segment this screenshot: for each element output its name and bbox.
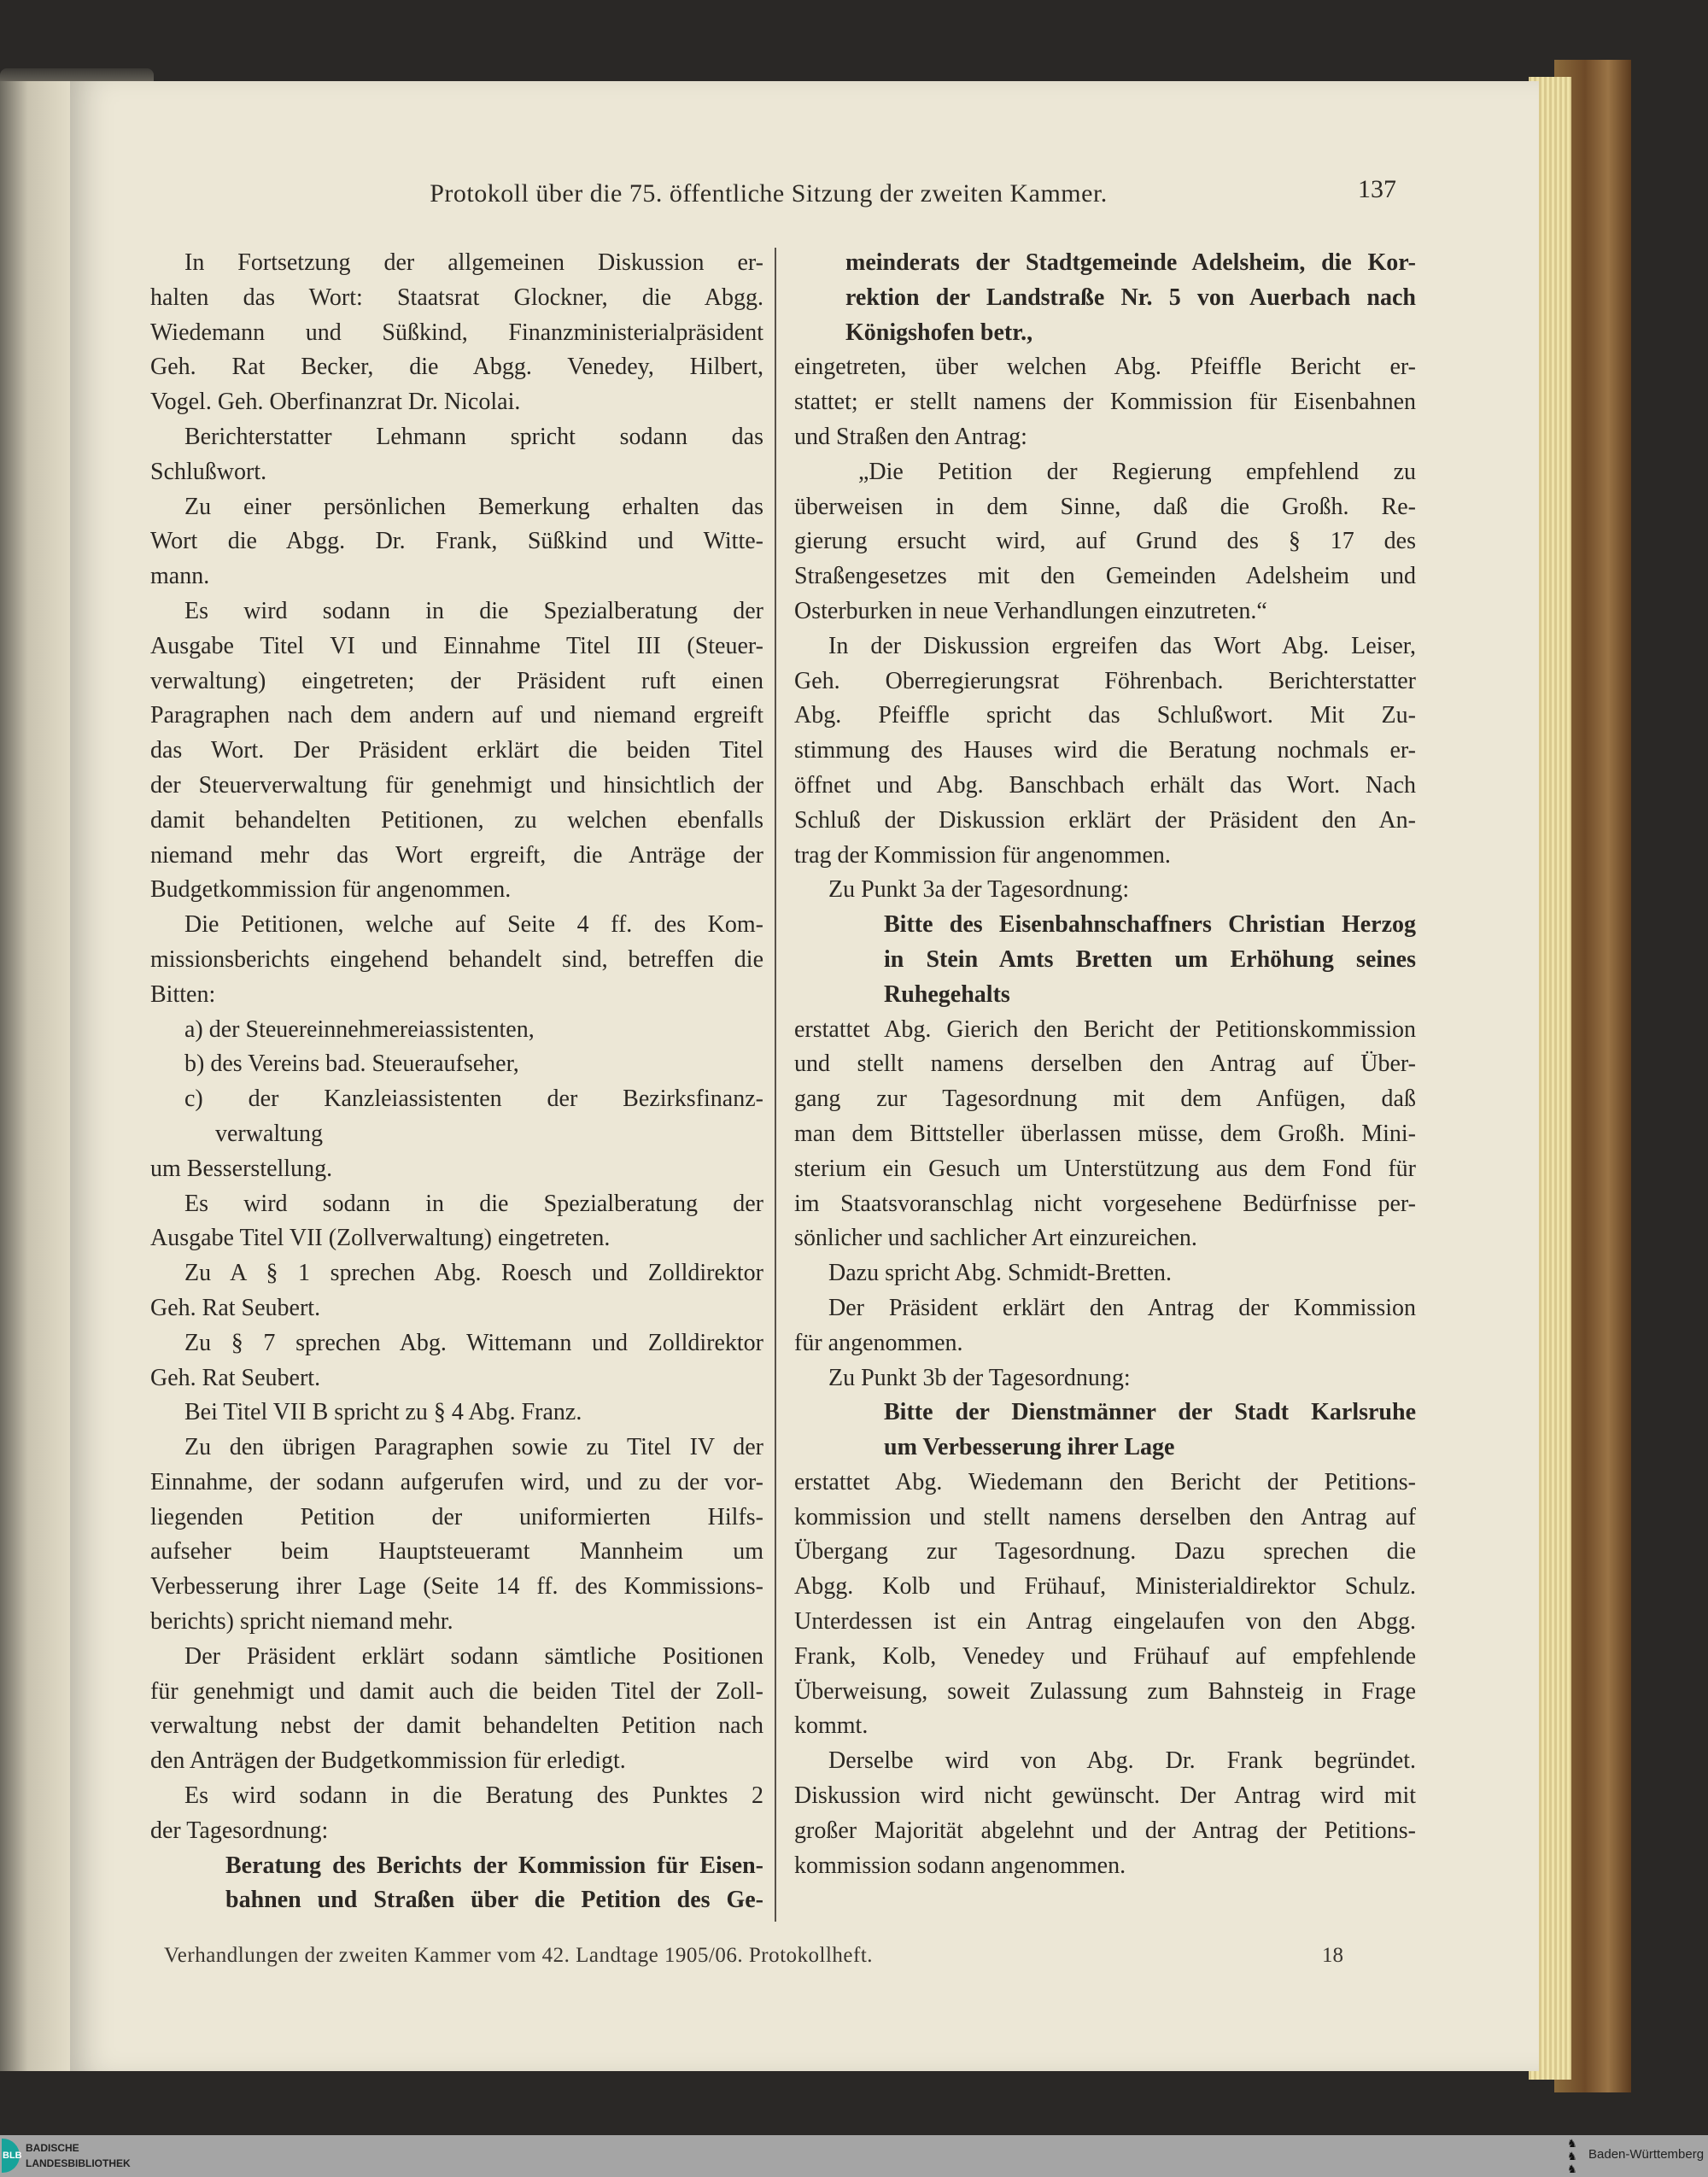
paragraph-plain: [794, 350, 1416, 454]
paragraph-heading: [794, 1396, 1416, 1466]
text-line: kommission sodann angenommen.: [794, 1852, 1126, 1879]
paragraph-body: [794, 1256, 1416, 1291]
paragraph-quote: [794, 455, 1416, 629]
signature-mark: 18: [1322, 1944, 1343, 1967]
text-line: man dem Bittsteller überlassen müsse, dem Großh. Mini-: [794, 1120, 1416, 1147]
paragraph-body: [150, 246, 763, 420]
text-line: großer Majorität abgelehnt und der Antrag der Petitions-: [794, 1817, 1416, 1844]
text-line: Es wird sodann in die Spezialberatung der: [184, 597, 763, 624]
paragraph-heading-cont: [794, 246, 1416, 350]
footer-source: Verhandlungen der zweiten Kammer vom 42. Landtage 1905/06. Protokollheft.: [164, 1944, 874, 1967]
text-line: a) der Steuereinnehmereiassistenten,: [184, 1015, 535, 1043]
text-line: öffnet und Abg. Banschbach erhält das Wort. Nach: [794, 771, 1416, 799]
paragraph-heading: [150, 1849, 763, 1919]
text-line: kommt.: [794, 1712, 869, 1740]
text-line: Bitten:: [150, 980, 216, 1008]
paragraph-plain: [794, 1013, 1416, 1257]
paragraph-body: [794, 1361, 1416, 1396]
text-line: Es wird sodann in die Beratung des Punktes 2: [184, 1782, 763, 1810]
state-logo-text[interactable]: Baden-Württemberg: [1588, 2147, 1705, 2162]
page-number: 137: [1358, 175, 1396, 203]
paragraph-body: [794, 629, 1416, 874]
text-line: Wort die Abgg. Dr. Frank, Süßkind und Witte-: [150, 528, 763, 555]
text-line: überweisen in dem Sinne, daß die Großh. Re-: [794, 493, 1416, 520]
text-line: im Staatsvoranschlag nicht vorgesehene Bedürfnisse per-: [794, 1190, 1416, 1217]
text-line: Abg. Pfeiffle spricht das Schlußwort. Mit Zu-: [794, 702, 1416, 729]
text-line: gang zur Tagesordnung mit dem Anfügen, daß: [794, 1086, 1416, 1113]
paragraph-body: [150, 1326, 763, 1396]
blb-logo-icon[interactable]: BLB: [2, 2139, 20, 2173]
text-line: Straßengesetzes mit den Gemeinden Adelsheim und: [794, 563, 1416, 590]
text-line: berichts) spricht niemand mehr.: [150, 1608, 453, 1636]
text-line: Vogel. Geh. Oberfinanzrat Dr. Nicolai.: [150, 389, 521, 416]
text-line: Zu Punkt 3b der Tagesordnung:: [828, 1364, 1131, 1391]
text-line: Der Präsident erklärt den Antrag der Kommission: [828, 1294, 1416, 1321]
paragraph-body: [794, 1744, 1416, 1883]
text-line: der Tagesordnung:: [150, 1817, 329, 1844]
text-line: stattet; er stellt namens der Kommission für Eisenbahnen: [794, 389, 1416, 416]
text-line: Schluß der Diskussion erklärt der Präsident den An-: [794, 806, 1416, 834]
text-line: „Die Petition der Regierung empfehlend zu: [858, 458, 1416, 485]
text-line: halten das Wort: Staatsrat Glockner, die Abgg.: [150, 284, 763, 311]
column-divider: [775, 248, 776, 1922]
text-line: stimmung des Hauses wird die Beratung nochmals er-: [794, 737, 1416, 764]
viewer-footer-bar: [0, 2135, 1708, 2177]
text-line: Dazu spricht Abg. Schmidt-Bretten.: [828, 1260, 1173, 1287]
text-line: erstattet Abg. Gierich den Bericht der Petitionskommission: [794, 1015, 1416, 1043]
paragraph-list: [150, 1013, 763, 1048]
paragraph-body: [150, 1187, 763, 1257]
text-line: für genehmigt und damit auch die beiden Titel der Zoll-: [150, 1677, 763, 1705]
text-line: für angenommen.: [794, 1329, 963, 1356]
paragraph-body: [150, 1256, 763, 1326]
library-name-line2: LANDESBIBLIOTHEK: [26, 2157, 131, 2169]
text-line: Bitte des Eisenbahnschaffners Christian Herzog: [884, 911, 1416, 939]
left-column: [150, 246, 763, 1918]
paragraph-list: [150, 1047, 763, 1082]
text-line: und Straßen den Antrag:: [794, 423, 1027, 450]
text-line: Zu den übrigen Paragraphen sowie zu Titel IV der: [184, 1434, 763, 1461]
paragraph-body: [150, 1431, 763, 1640]
text-line: b) des Vereins bad. Steueraufseher,: [184, 1050, 519, 1078]
text-line: Es wird sodann in die Spezialberatung der: [184, 1190, 763, 1217]
facing-page-edge: [0, 81, 70, 2071]
text-line: in Stein Amts Bretten um Erhöhung seines: [884, 945, 1416, 973]
text-line: Osterburken in neue Verhandlungen einzutreten.“: [794, 597, 1267, 624]
text-line: verwaltung: [215, 1120, 323, 1147]
library-name[interactable]: [26, 2140, 131, 2171]
text-line: Ausgabe Titel VII (Zollverwaltung) eingetreten.: [150, 1225, 611, 1252]
text-line: Geh. Oberregierungsrat Föhrenbach. Berichterstatter: [794, 667, 1416, 694]
text-line: Die Petitionen, welche auf Seite 4 ff. des Kom-: [184, 911, 763, 939]
text-line: In Fortsetzung der allgemeinen Diskussion er-: [184, 249, 763, 276]
text-line: Frank, Kolb, Venedey und Frühauf auf empfehlende: [794, 1642, 1416, 1670]
paragraph-plain: [794, 1466, 1416, 1744]
paragraph-body: [150, 594, 763, 908]
text-line: Bitte der Dienstmänner der Stadt Karlsruhe: [884, 1399, 1416, 1426]
text-line: Der Präsident erklärt sodann sämtliche Positionen: [184, 1642, 763, 1670]
text-line: Ausgabe Titel VI und Einnahme Titel III (Steuer-: [150, 632, 763, 659]
text-line: Ruhegehalts: [884, 980, 1010, 1008]
text-line: um Verbesserung ihrer Lage: [884, 1434, 1175, 1461]
text-line: damit behandelten Petitionen, zu welchen ebenfalls: [150, 806, 763, 834]
text-line: sterium ein Gesuch um Unterstützung aus dem Fond für: [794, 1155, 1416, 1182]
text-line: Zu Punkt 3a der Tagesordnung:: [828, 876, 1130, 904]
text-line: kommission und stellt namens derselben den Antrag auf: [794, 1503, 1416, 1530]
text-line: Unterdessen ist ein Antrag eingelaufen von den Abgg.: [794, 1608, 1416, 1636]
text-line: Beratung des Berichts der Kommission für Eisen-: [225, 1852, 763, 1879]
text-line: meinderats der Stadtgemeinde Adelsheim, die Kor-: [845, 249, 1416, 276]
running-header: Protokoll über die 75. öffentliche Sitzung der zweiten Kammer.: [430, 179, 1108, 208]
text-line: Königshofen betr.,: [845, 319, 1033, 346]
text-line: trag der Kommission für angenommen.: [794, 841, 1171, 869]
text-line: verwaltung nebst der damit behandelten Petition nach: [150, 1712, 763, 1740]
paragraph-body: [150, 908, 763, 1012]
text-line: gierung ersucht wird, auf Grund des § 17 des: [794, 528, 1416, 555]
text-line: das Wort. Der Präsident erklärt die beiden Titel: [150, 737, 763, 764]
text-line: Einnahme, der sodann aufgerufen wird, und zu der vor-: [150, 1468, 763, 1495]
text-line: liegenden Petition der uniformierten Hilfs-: [150, 1503, 763, 1530]
text-line: Zu einer persönlichen Bemerkung erhalten das: [184, 493, 763, 520]
paragraph-heading: [794, 908, 1416, 1012]
paragraph-body: [150, 1640, 763, 1779]
text-line: Überweisung, soweit Zulassung zum Bahnsteig in Frage: [794, 1677, 1416, 1705]
text-line: der Steuerverwaltung für genehmigt und hinsichtlich der: [150, 771, 763, 799]
right-column: [794, 246, 1416, 1883]
text-line: Geh. Rat Becker, die Abgg. Venedey, Hilbert,: [150, 354, 763, 381]
text-line: mann.: [150, 563, 210, 590]
text-line: Diskussion wird nicht gewünscht. Der Antrag wird mit: [794, 1782, 1416, 1810]
library-name-line1: BADISCHE: [26, 2142, 79, 2154]
text-line: Wiedemann und Süßkind, Finanzministerialpräsident: [150, 319, 763, 346]
paragraph-body: [150, 490, 763, 594]
text-line: Verbesserung ihrer Lage (Seite 14 ff. des Kommissions-: [150, 1573, 763, 1601]
text-line: Geh. Rat Seubert.: [150, 1364, 321, 1391]
lions-crest-icon: ♞ ♞ ♞: [1567, 2137, 1577, 2175]
text-line: In der Diskussion ergreifen das Wort Abg. Leiser,: [828, 632, 1416, 659]
text-line: bahnen und Straßen über die Petition des Ge-: [225, 1887, 763, 1914]
text-line: niemand mehr das Wort ergreift, die Anträge der: [150, 841, 763, 869]
text-line: Schlußwort.: [150, 458, 267, 485]
text-line: c) der Kanzleiassistenten der Bezirksfinanz-: [184, 1086, 763, 1113]
paragraph-body: [150, 1779, 763, 1849]
text-line: aufseher beim Hauptsteueramt Mannheim um: [150, 1538, 763, 1565]
text-line: Bei Titel VII B spricht zu § 4 Abg. Franz.: [184, 1399, 582, 1426]
text-line: Berichterstatter Lehmann spricht sodann das: [184, 423, 763, 450]
paragraph-body: [150, 1396, 763, 1431]
text-line: Budgetkommission für angenommen.: [150, 876, 512, 904]
text-line: verwaltung) eingetreten; der Präsident ruft einen: [150, 667, 763, 694]
text-line: Paragraphen nach dem andern auf und niemand ergreift: [150, 702, 763, 729]
paragraph-body: [794, 1291, 1416, 1361]
text-line: Zu A § 1 sprechen Abg. Roesch und Zolldirektor: [184, 1260, 763, 1287]
paragraph-plain: [150, 1152, 763, 1187]
text-line: und stellt namens derselben den Antrag auf Über-: [794, 1050, 1416, 1078]
text-line: Übergang zur Tagesordnung. Dazu sprechen die: [794, 1538, 1416, 1565]
text-line: rektion der Landstraße Nr. 5 von Auerbach nach: [845, 284, 1416, 311]
text-line: Zu § 7 sprechen Abg. Wittemann und Zolldirektor: [184, 1329, 763, 1356]
text-line: Abgg. Kolb und Frühauf, Ministerialdirektor Schulz.: [794, 1573, 1416, 1601]
text-line: Derselbe wird von Abg. Dr. Frank begründet.: [828, 1747, 1416, 1775]
text-line: eingetreten, über welchen Abg. Pfeiffle Bericht er-: [794, 354, 1416, 381]
paragraph-list: [150, 1082, 763, 1152]
text-line: den Anträgen der Budgetkommission für erledigt.: [150, 1747, 626, 1775]
paragraph-body: [150, 420, 763, 490]
text-line: um Besserstellung.: [150, 1155, 333, 1182]
text-line: missionsberichts eingehend behandelt sind, betreffen die: [150, 945, 763, 973]
text-line: sönlicher und sachlicher Art einzureichen.: [794, 1225, 1197, 1252]
text-line: Geh. Rat Seubert.: [150, 1294, 321, 1321]
text-line: erstattet Abg. Wiedemann den Bericht der Petitions-: [794, 1468, 1416, 1495]
paragraph-body: [794, 873, 1416, 908]
